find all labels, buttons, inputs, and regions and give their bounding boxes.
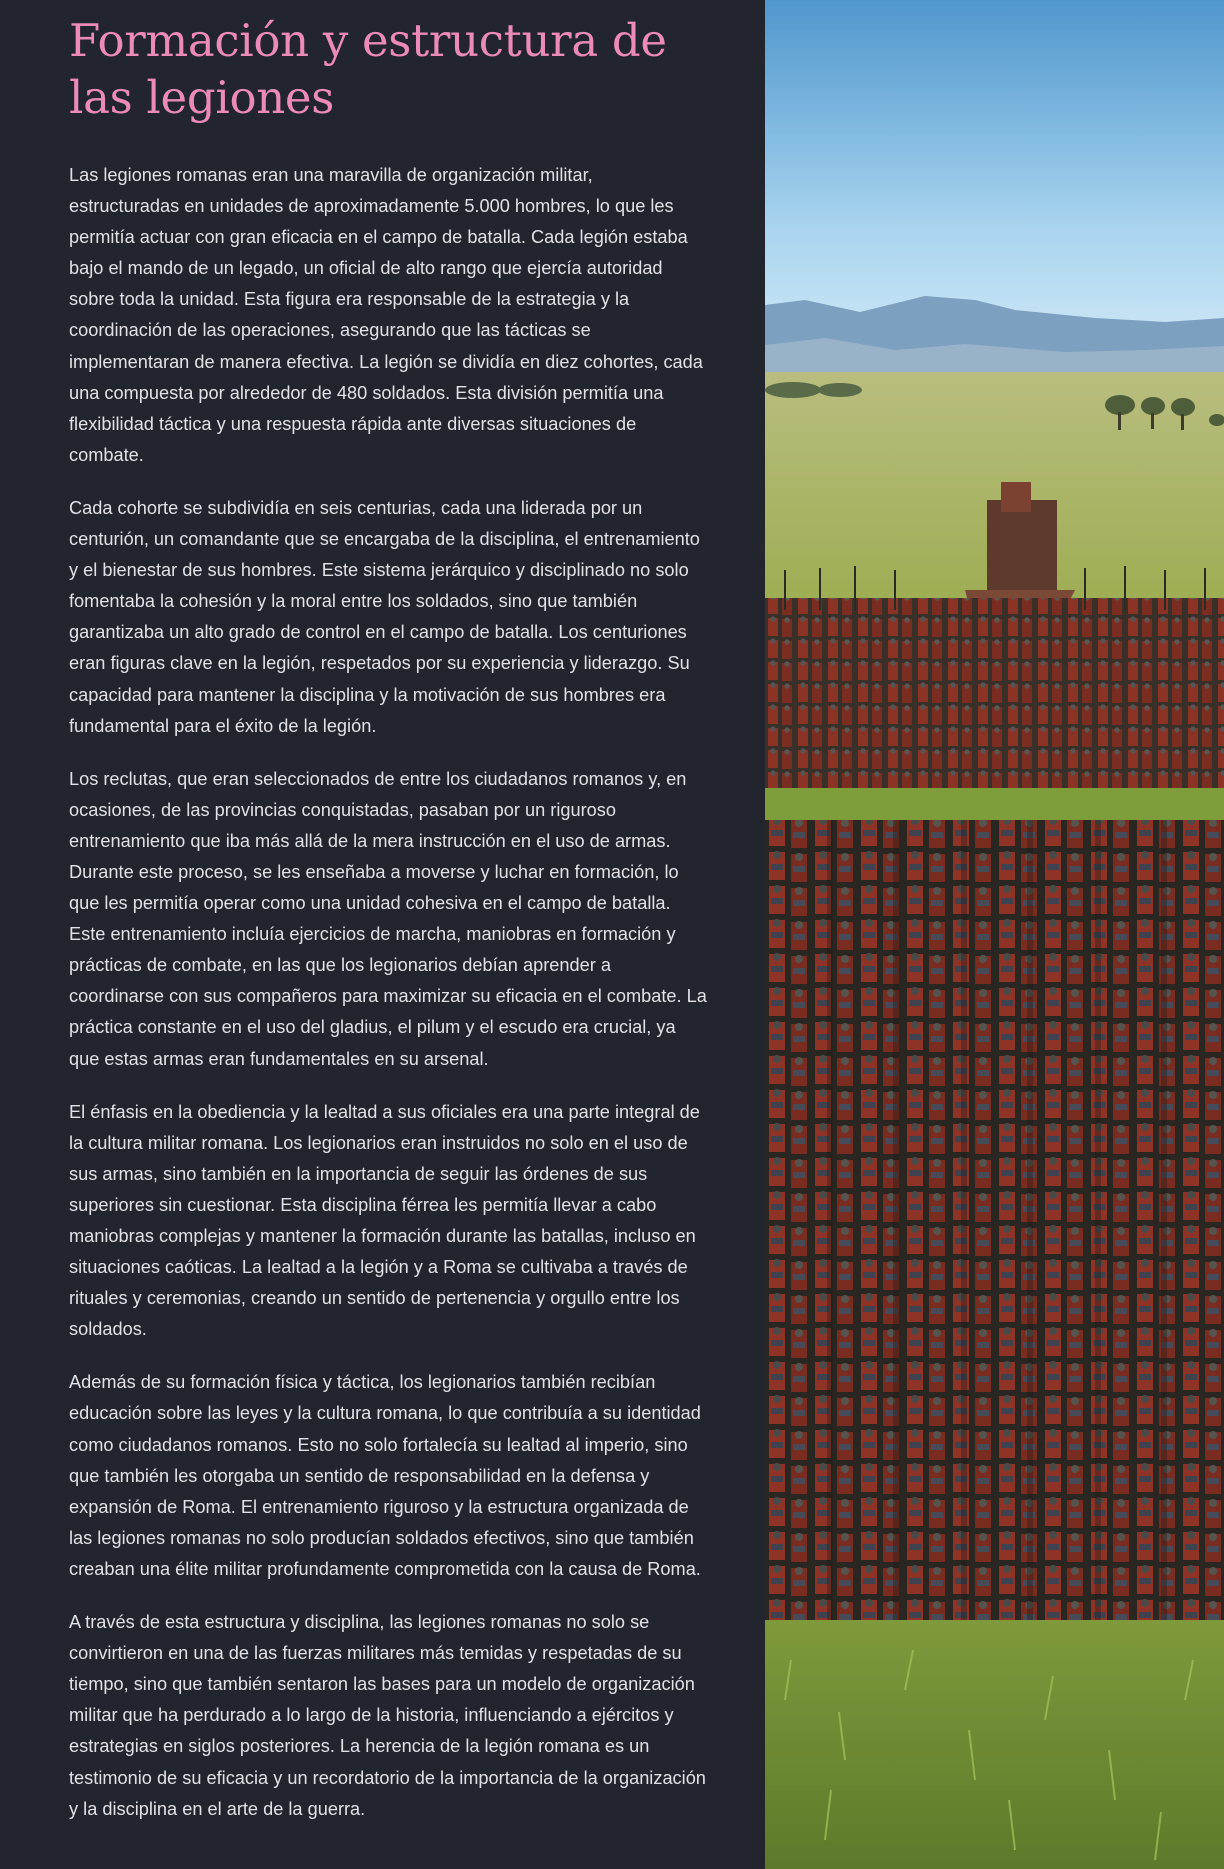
article-title: Formación y estructura de las legiones bbox=[69, 14, 667, 124]
article-paragraph: A través de esta estructura y disciplina, las legiones romanas no solo se convirtieron en una de las fuerzas militares más temidas y respetadas de su tiempo, sino que también sentaron las bases para un modelo de organización militar que ha perdurado a lo largo de la historia, influenciando a ejércitos y estrategias en siglos posteriores. La herencia de la legión romana es un testimonio de su eficacia y un recordatorio de la importancia de la organización y la disciplina en el arte de la guerra. bbox=[69, 1612, 706, 1819]
article-paragraph: Los reclutas, que eran seleccionados de entre los ciudadanos romanos y, en ocasiones, de las provincias conquistadas, pasaban por un riguroso entrenamiento que iba más allá de la mera instrucción en el uso de armas. Durante este proceso, se les enseñaba a moverse y luchar en formación, lo que les permitía operar como una unidad cohesiva en el campo de batalla. Este entrenamiento incluía ejercicios de marcha, maniobras en formación y prácticas de combate, en las que los legionarios debían aprender a coordinarse con sus compañeros para maximizar su eficacia en el combate. La práctica constante en el uso del gladius, el pilum y el escudo era crucial, ya que estas armas eran fundamentales en su arsenal. bbox=[69, 768, 707, 1069]
legion-battlefield-image bbox=[765, 0, 1224, 1869]
article-paragraph: Las legiones romanas eran una maravilla de organización militar, estructuradas en unidades de aproximadamente 5.000 hombres, lo que les permitía actuar con gran eficacia en el campo de batalla. Cada legión estaba bajo el mando de un legado, un oficial de alto rango que ejercía autoridad sobre toda la unidad. Esta figura era responsable de la estrategia y la coordinación de las operaciones, asegurando que las tácticas se implementaran de manera efectiva. La legión se dividía en diez cohortes, cada una compuesta por alrededor de 480 soldados. Esta división permitía una flexibilidad táctica y una respuesta rápida ante diversas situaciones de combate. bbox=[69, 165, 703, 465]
article-paragraph: El énfasis en la obediencia y la lealtad a sus oficiales era una parte integral de la cultura militar romana. Los legionarios eran instruidos no solo en el uso de sus armas, sino también en la importancia de seguir las órdenes de sus superiores sin cuestionar. Esta disciplina férrea les permitía llevar a cabo maniobras complejas y mantener la formación durante las batallas, incluso en situaciones caóticas. La lealtad a la legión y a Roma se cultivaba a través de rituales y ceremonias, creando un sentido de pertenencia y orgullo entre los soldados. bbox=[69, 1101, 700, 1340]
article-paragraph: Además de su formación física y táctica, los legionarios también recibían educación sobre las leyes y la cultura romana, lo que contribuía a su identidad como ciudadanos romanos. Esto no solo fortalecía su lealtad al imperio, sino que también les otorgaba un sentido de responsabilidad en la defensa y expansión de Roma. El entrenamiento riguroso y la estructura organizada de las legiones romanas no solo producían soldados efectivos, sino que también creaban una élite militar profundamente comprometida con la causa de Roma. bbox=[69, 1372, 701, 1579]
legion-illustration bbox=[765, 0, 1224, 1869]
article-paragraph: Cada cohorte se subdividía en seis centurias, cada una liderada por un centurión, un comandante que se encargaba de la disciplina, el entrenamiento y el bienestar de sus hombres. Este sistema jerárquico y disciplinado no solo fomentaba la cohesión y la moral entre los soldados, sino que también garantizaba un alto grado de control en el campo de batalla. Los centuriones eran figuras clave en la legión, respetados por su experiencia y liderazgo. Su capacidad para mantener la disciplina y la motivación de sus hombres era fundamental para el éxito de la legión. bbox=[69, 497, 700, 736]
